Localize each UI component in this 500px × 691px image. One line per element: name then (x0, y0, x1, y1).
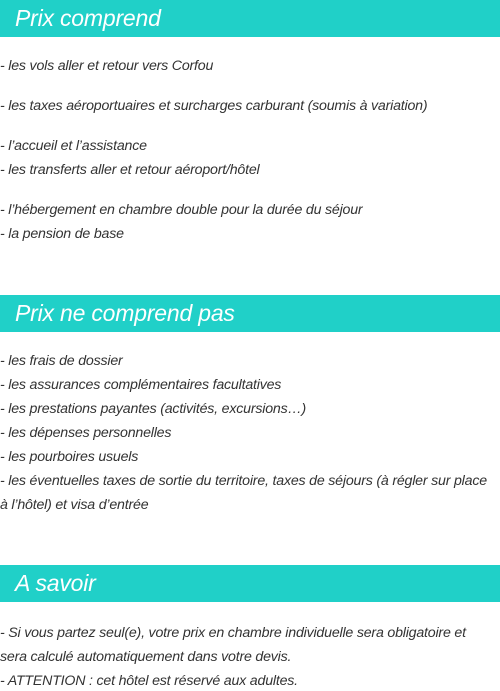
included-item-accommodation: - l’hébergement en chambre double pour la durée du séjour (0, 202, 363, 218)
excluded-item-insurance: - les assurances complémentaires facultatives (0, 377, 282, 393)
excluded-item-personal-expenses: - les dépenses personnelles (0, 425, 172, 441)
included-item-flights: - les vols aller et retour vers Corfou (0, 58, 214, 74)
note-single-room: - Si vous partez seul(e), votre prix en chambre individuelle sera obligatoire et (0, 625, 466, 641)
excluded-item-exit-taxes: - les éventuelles taxes de sortie du territoire, taxes de séjours (à régler sur place (0, 473, 487, 489)
section-title-prix-ne-comprend-pas: Prix ne comprend pas (0, 295, 500, 332)
excluded-item-exit-taxes-continued: à l’hôtel) et visa d’entrée (0, 497, 149, 513)
included-item-welcome: - l’accueil et l’assistance (0, 138, 147, 154)
excluded-item-fees: - les frais de dossier (0, 353, 123, 369)
section-title-a-savoir: A savoir (0, 565, 500, 602)
included-item-board: - la pension de base (0, 226, 124, 242)
section-title-prix-comprend: Prix comprend (0, 0, 500, 37)
included-item-taxes: - les taxes aéroportuaires et surcharges carburant (soumis à variation) (0, 98, 428, 114)
excluded-item-tips: - les pourboires usuels (0, 449, 139, 465)
included-item-transfers: - les transferts aller et retour aéroport/hôtel (0, 162, 260, 178)
excluded-item-paid-services: - les prestations payantes (activités, excursions…) (0, 401, 306, 417)
note-adults-only: - ATTENTION : cet hôtel est réservé aux adultes. (0, 673, 298, 689)
note-single-room-continued: sera calculé automatiquement dans votre devis. (0, 649, 292, 665)
